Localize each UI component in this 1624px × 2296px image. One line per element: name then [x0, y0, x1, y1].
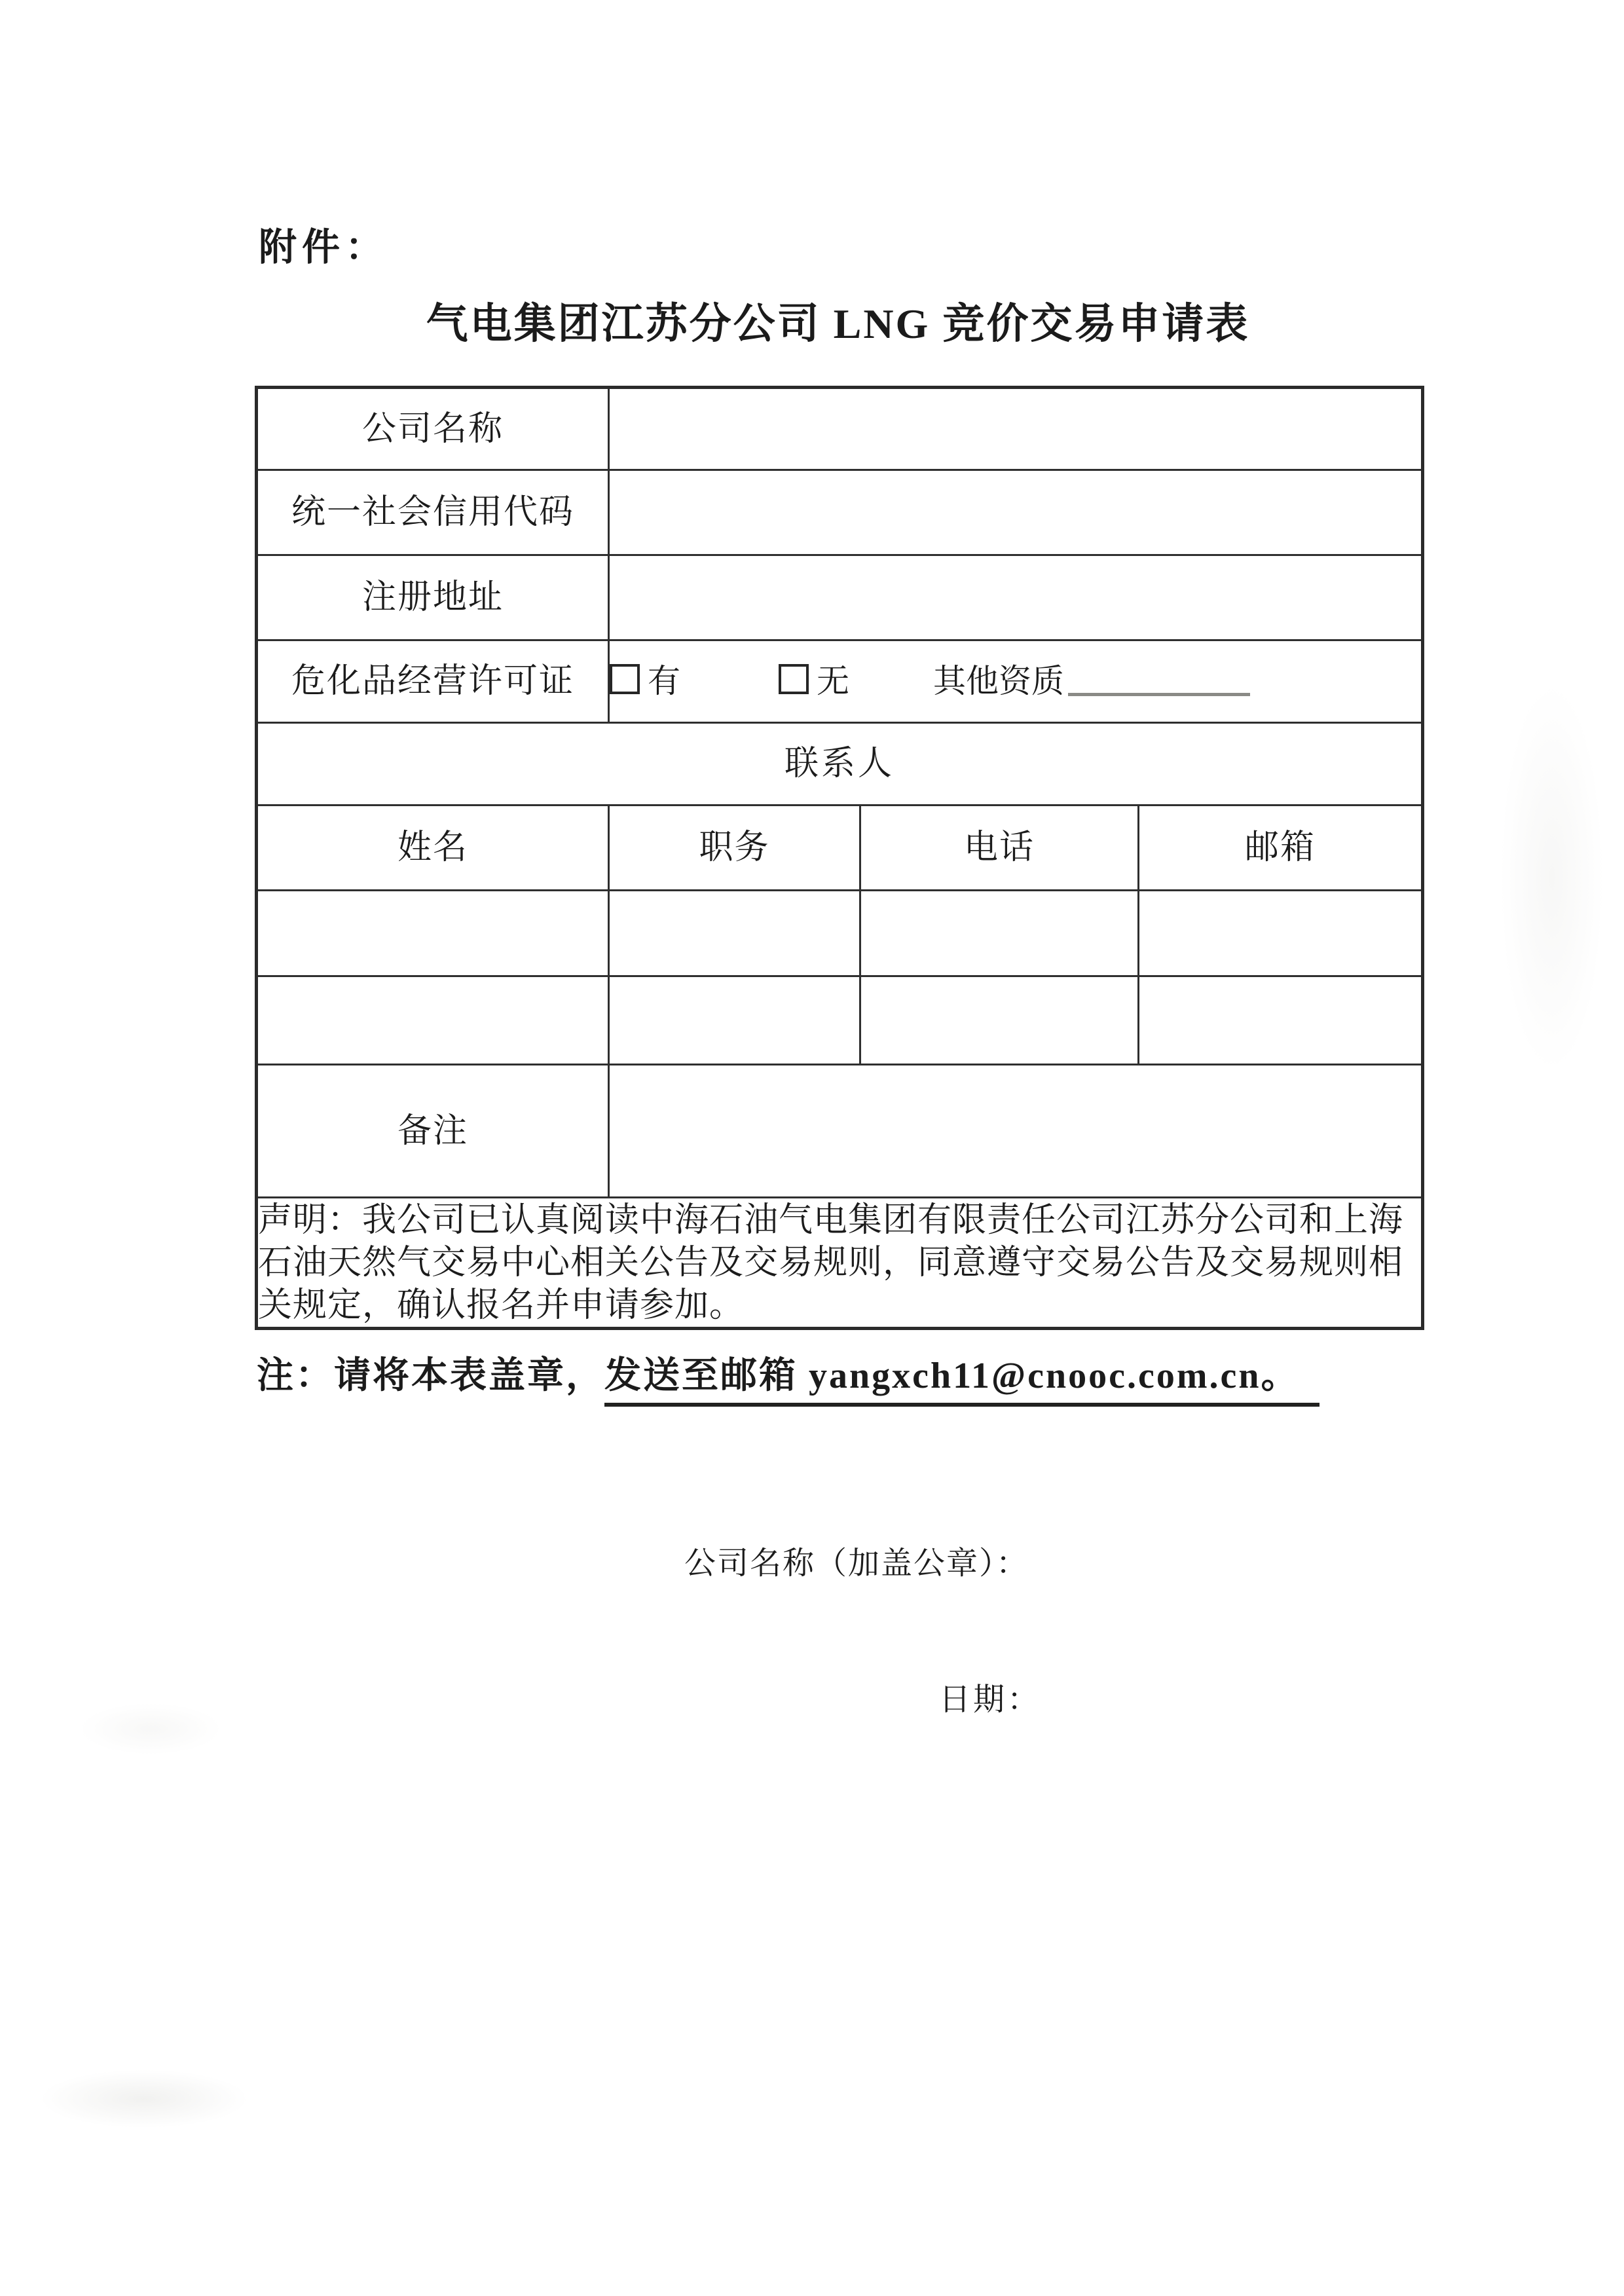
empty-input-cell — [860, 891, 1139, 976]
empty-input-cell — [257, 976, 609, 1065]
checkbox-has-icon — [610, 664, 640, 694]
empty-input-cell — [860, 976, 1139, 1065]
empty-input-cell — [1139, 976, 1423, 1065]
contact-header-name: 姓名 — [257, 805, 609, 891]
other-qualification-blank-line — [1068, 686, 1250, 696]
remarks-label: 备注 — [257, 1065, 609, 1198]
other-qualification-label: 其他资质 — [933, 663, 1064, 699]
application-form-table — [255, 386, 1424, 1330]
note-prefix: 注：请将本表盖章， — [257, 1356, 604, 1396]
contact-header-phone: 电话 — [860, 805, 1139, 891]
company-name-input-cell — [609, 388, 1423, 470]
hazmat-options-cell — [609, 640, 1423, 723]
empty-input-cell — [609, 891, 860, 976]
table-row — [257, 976, 1423, 1065]
credit-code-label: 统一社会信用代码 — [257, 470, 609, 555]
table-row — [257, 470, 1423, 555]
hazmat-none-label: 无 — [817, 663, 849, 699]
registered-address-input-cell — [609, 555, 1423, 640]
table-row — [257, 1198, 1423, 1329]
attachment-label: 附件： — [259, 226, 389, 268]
contact-header-email: 邮箱 — [1139, 805, 1423, 891]
checkbox-none-icon — [779, 664, 809, 694]
credit-code-input-cell — [609, 470, 1423, 555]
registered-address-label: 注册地址 — [257, 555, 609, 640]
scan-smudge — [79, 1703, 223, 1755]
company-name-label: 公司名称 — [257, 388, 609, 470]
empty-input-cell — [257, 891, 609, 976]
declaration-text: 声明：我公司已认真阅读中海石油气电集团有限责任公司江苏分公司和上海石油天然气交易中心相关公告及交易规则，同意遵守交易公告及交易规则相关规定，确认报名并申请参加。 — [257, 1198, 1423, 1329]
contact-header-position: 职务 — [609, 805, 860, 891]
hazmat-has-label: 有 — [648, 663, 680, 699]
note-email-underlined: 发送至邮箱 yangxch11@cnooc.com.cn。 — [604, 1356, 1320, 1407]
hazmat-license-label: 危化品经营许可证 — [257, 640, 609, 723]
remarks-input-cell — [609, 1065, 1423, 1198]
note-line — [257, 1346, 1320, 1399]
date-label: 日期： — [939, 1682, 1042, 1717]
scan-smudge — [39, 2069, 249, 2128]
table-row — [257, 640, 1423, 723]
table-row — [257, 805, 1423, 891]
empty-input-cell — [609, 976, 860, 1065]
empty-input-cell — [1139, 891, 1423, 976]
document-title: 气电集团江苏分公司 LNG 竞价交易申请表 — [426, 301, 1250, 347]
contact-section-header: 联系人 — [257, 723, 1423, 805]
company-seal-label: 公司名称（加盖公章）： — [684, 1546, 1029, 1581]
table-row — [257, 891, 1423, 976]
scan-smudge — [1500, 681, 1604, 1074]
table-row — [257, 555, 1423, 640]
table-row — [257, 1065, 1423, 1198]
table-row — [257, 723, 1423, 805]
table-row — [257, 388, 1423, 470]
